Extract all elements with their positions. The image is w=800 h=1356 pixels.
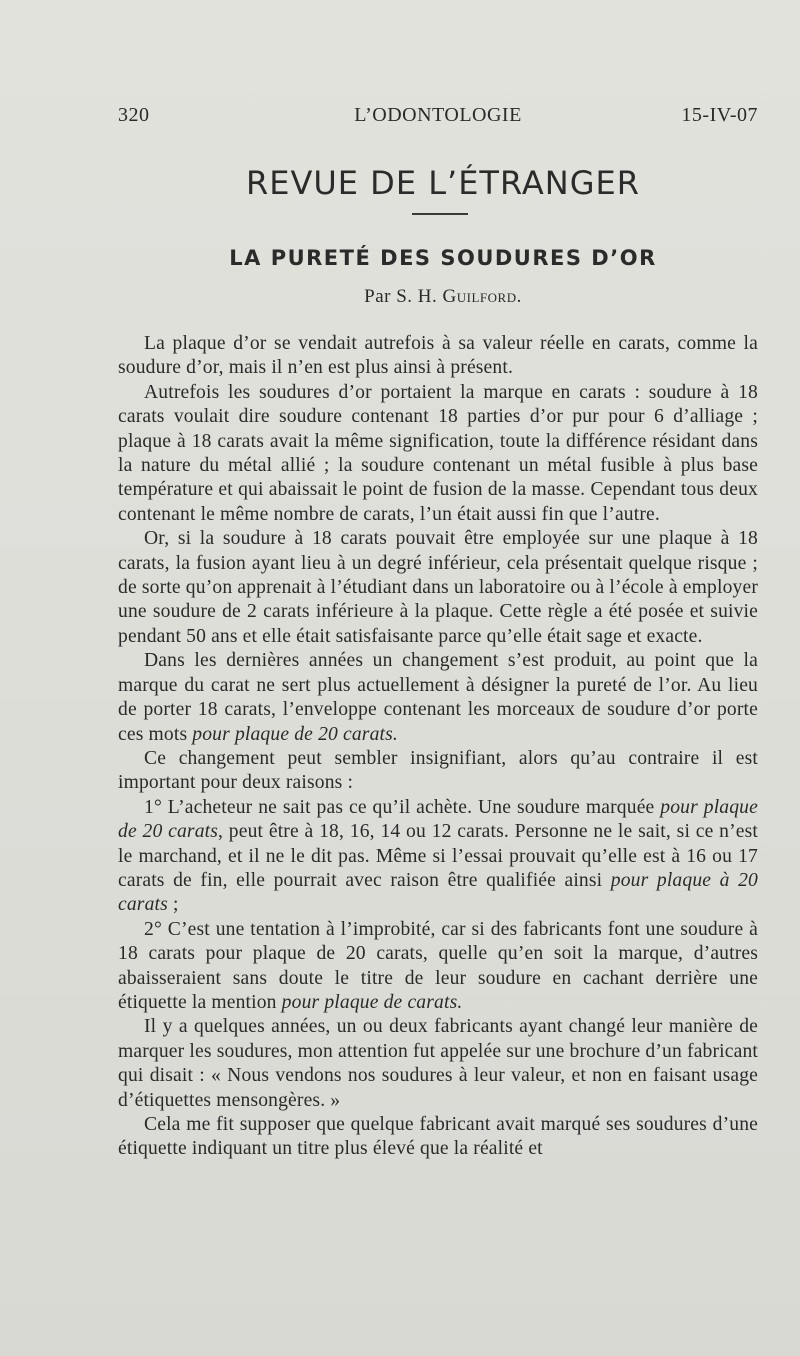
text-run: Dans les dernières années un changement s’est produit, au point que la marque du carat ne sert plus actuellement à désigner la pureté de l’or. Au lieu de porter 18 carats, l’enveloppe contenant les morceaux de soudure d’or porte ces mots [118, 650, 758, 745]
paragraph [118, 527, 758, 649]
text-run: Autrefois les soudures d’or portaient la marque en carats : soudure à 18 carats voulait dire soudure contenant 18 parties d’or pur pour 6 d’alliage ; plaque à 18 carats avait la même signification, toute la différence résidant dans la nature du métal allié ; la soudure contenant un métal fusible à plus base température et qui abaissait le point de fusion de la masse. Cependant tous deux contenant le même nombre de carats, l’un était aussi fin que l’autre. [118, 381, 758, 525]
text-run: La plaque d’or se vendait autrefois à sa valeur réelle en carats, comme la soudure d’or, mais il n’en est plus ainsi à présent. [118, 333, 758, 379]
journal-title: L’ODONTOLOGIE [354, 104, 522, 126]
text-run: Ce changement peut sembler insignifiant, alors qu’au contraire il est important pour deux raisons : [118, 747, 758, 794]
paragraph [118, 747, 758, 796]
byline [0, 286, 800, 308]
page-number: 320 [118, 104, 150, 126]
article-body [118, 332, 758, 1162]
text-run: 2° C’est une tentation à l’improbité, car si des fabricants font une soudure à 18 carats pour plaque de 20 carats, quelle qu’en soit la marque, d’autres abaisseraient sans doute le titre de leur soudure en cachant derrière une étiquette la mention [118, 918, 758, 1013]
running-header [118, 104, 758, 132]
paragraph [118, 381, 758, 527]
paragraph [118, 1015, 758, 1113]
text-run: , peut être à 18, 16, 14 ou 12 carats. Personne ne le sait, si ce n’est le marchand, et il ne le dit pas. Même si l’essai prouvait qu’elle est à 16 ou 17 carats de fin, elle pourrait avec raison être qualifiée ainsi [118, 821, 759, 891]
text-run: 1° L’acheteur ne sait pas ce qu’il achète. Une soudure marquée [144, 796, 661, 818]
issue-date: 15-IV-07 [681, 104, 758, 126]
text-run: Il y a quelques années, un ou deux fabricants ayant changé leur manière de marquer les soudures, mon attention fut appelée sur une brochure d’un fabricant qui disait : « Nous vendons nos soudures à leur valeur, et non en faisant usage d’étiquettes mensongères. » [118, 1016, 758, 1111]
byline-prefix: Par [364, 286, 397, 307]
italic-phrase: pour plaque à 20 carats [118, 869, 758, 916]
text-run: Or, si la soudure à 18 carats pouvait être employée sur une plaque à 18 carats, la fusion ayant lieu à un degré inférieur, cela présentait quelque risque ; de sorte qu’on apprenait à l’étudiant dans un laboratoire ou à l’école à employer une soudure de 2 carats inférieure à la plaque. Cette règle a été posée et suivie pendant 50 ans et elle était satisfaisante parce qu’elle était sage et exacte. [118, 528, 758, 647]
paragraph [118, 918, 758, 1016]
paragraph [118, 649, 758, 747]
italic-phrase: pour plaque de 20 carats. [192, 723, 398, 745]
paragraph [118, 332, 758, 381]
title-divider [412, 213, 468, 215]
text-run: ; [167, 894, 179, 916]
article-title: LA PURETÉ DES SOUDURES D’OR [229, 246, 657, 270]
paragraph [118, 796, 758, 918]
italic-phrase: pour plaque de carats. [281, 991, 463, 1013]
author-name: S. H. Guilford. [396, 286, 522, 307]
paragraph [118, 1113, 758, 1162]
text-run: Cela me fit supposer que quelque fabricant avait marqué ses soudures d’une étiquette indiquant un titre plus élevé que la réalité et [118, 1114, 758, 1160]
italic-phrase: pour plaque de 20 carats [118, 796, 758, 843]
section-title: REVUE DE L’ÉTRANGER [246, 164, 640, 202]
